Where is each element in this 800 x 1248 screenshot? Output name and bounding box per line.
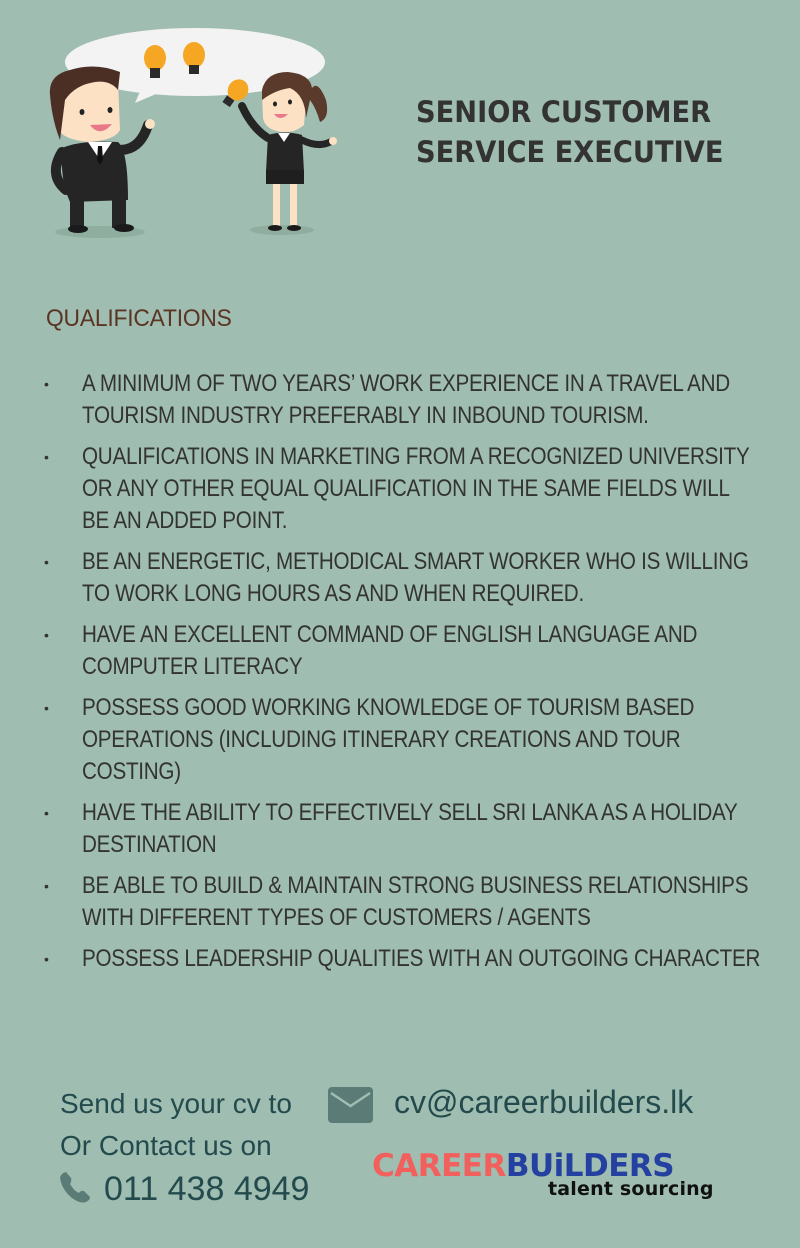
job-title-line-1: SENIOR CUSTOMER [416, 95, 712, 129]
bullet-icon: • [44, 700, 49, 716]
envelope-icon [328, 1087, 373, 1123]
qualification-text: HAVE THE ABILITY TO EFFECTIVELY SELL SRI LANKA AS A HOLIDAY DESTINATION [82, 799, 738, 858]
list-item [40, 797, 800, 861]
qualification-text: QUALIFICATIONS IN MARKETING FROM A RECOGNIZED UNIVERSITY OR ANY OTHER EQUAL QUALIFICATION IN THE SAME FIELDS WILL BE AN ADDED POINT. [82, 443, 750, 534]
list-item [40, 441, 800, 537]
list-item [40, 619, 800, 683]
list-item [40, 546, 800, 610]
list-item [40, 943, 800, 975]
business-people-illustration [0, 0, 400, 260]
bullet-icon: • [44, 805, 49, 821]
bullet-icon: • [44, 554, 49, 570]
qualifications-list [40, 368, 800, 984]
bullet-icon: • [44, 878, 49, 894]
logo-career-text: CAREER [372, 1148, 506, 1184]
qualification-text: HAVE AN EXCELLENT COMMAND OF ENGLISH LANGUAGE AND COMPUTER LITERACY [82, 621, 698, 680]
qualification-text: POSSESS LEADERSHIP QUALITIES WITH AN OUTGOING CHARACTER [82, 945, 761, 972]
phone-icon [58, 1170, 92, 1204]
careerbuilders-logo [372, 1148, 722, 1208]
list-item [40, 368, 800, 432]
logo-builders-text: BUiLDERS [505, 1148, 675, 1184]
email-link[interactable]: cv@careerbuilders.lk [394, 1084, 694, 1120]
bullet-icon: • [44, 376, 49, 392]
list-item [40, 692, 800, 788]
qualification-text: BE ABLE TO BUILD & MAINTAIN STRONG BUSINESS RELATIONSHIPS WITH DIFFERENT TYPES OF CUSTOMERS / AGENTS [82, 872, 749, 931]
bullet-icon: • [44, 627, 49, 643]
qualification-text: POSSESS GOOD WORKING KNOWLEDGE OF TOURISM BASED OPERATIONS (INCLUDING ITINERARY CREATIONS AND TOUR COSTING) [82, 694, 695, 785]
phone-number-link[interactable]: 011 438 4949 [104, 1170, 310, 1208]
list-item [40, 870, 800, 934]
bullet-icon: • [44, 449, 49, 465]
send-cv-label: Send us your cv to [60, 1088, 292, 1119]
job-title [416, 92, 764, 172]
qualification-text: A MINIMUM OF TWO YEARS’ WORK EXPERIENCE IN A TRAVEL AND TOURISM INDUSTRY PREFERABLY IN INBOUND TOURISM. [82, 370, 730, 429]
job-title-line-2: SERVICE EXECUTIVE [416, 135, 724, 169]
bullet-icon: • [44, 951, 49, 967]
logo-tagline: talent sourcing [548, 1178, 714, 1200]
qualification-text: BE AN ENERGETIC, METHODICAL SMART WORKER WHO IS WILLING TO WORK LONG HOURS AS AND WHEN REQUIRED. [82, 548, 749, 607]
contact-label: Or Contact us on [60, 1130, 272, 1161]
qualifications-heading: QUALIFICATIONS [46, 305, 232, 332]
